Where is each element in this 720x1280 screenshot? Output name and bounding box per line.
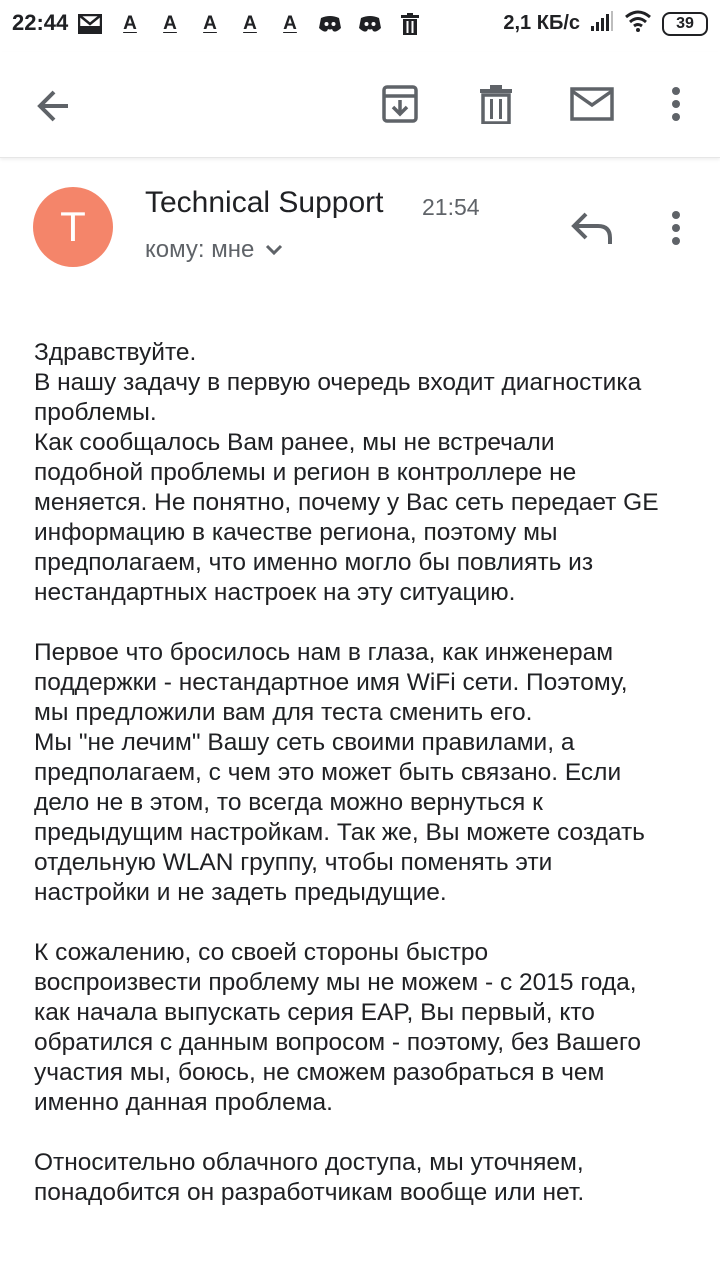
chevron-down-icon [264,243,284,257]
wifi-icon [624,10,652,37]
recipient-label: кому: мне [145,236,255,263]
body-line: участия мы, боюсь, не сможем разобраться в чем [34,1059,605,1086]
a-icon: A [203,13,217,34]
recipient-details[interactable] [145,236,284,264]
sender-avatar[interactable]: T [33,187,113,267]
a-icon: A [163,13,177,34]
email-more-button[interactable] [652,204,700,252]
arrow-left-icon [30,82,78,130]
body-line: отдельную WLAN группу, чтобы поменять эти [34,849,553,876]
reply-icon [568,206,616,250]
signal-icon [590,10,614,37]
gmail-icon [78,12,102,36]
discord-icon [318,12,342,36]
paragraph [34,1148,704,1208]
body-line: обратился с данным вопросом - поэтому, без Вашего [34,1029,641,1056]
trash-icon [478,84,514,124]
body-line: нестандартных настроек на эту ситуацию. [34,579,516,606]
more-vert-icon [670,86,682,122]
body-line: Здравствуйте. [34,339,197,366]
battery-indicator: 39 [662,12,708,36]
more-vert-icon [670,210,682,246]
toolbar [0,52,720,158]
a-icon: A [283,13,297,34]
a-icon: A [243,13,257,34]
trash-icon [398,12,422,36]
body-line: Как сообщалось Вам ранее, мы не встречали [34,429,555,456]
network-speed: 2,1 КБ/с [503,12,580,34]
body-line: именно данная проблема. [34,1089,333,1116]
delete-button[interactable] [472,80,520,128]
body-line: дело не в этом, то всегда можно вернуться к [34,789,543,816]
mail-icon [570,87,614,121]
paragraph [34,938,704,1118]
status-right [503,10,708,37]
body-line: Относительно облачного доступа, мы уточняем, [34,1149,584,1176]
body-line: воспроизвести проблему мы не можем - с 2015 года, [34,969,637,996]
body-line: В нашу задачу в первую очередь входит диагностика [34,369,642,396]
body-line: Первое что бросилось нам в глаза, как инженерам [34,639,614,666]
back-button[interactable] [30,82,78,130]
body-line: меняется. Не понятно, почему у Вас сеть передает GE [34,489,659,516]
body-line: предыдущим настройкам. Так же, Вы можете создать [34,819,645,846]
reply-button[interactable] [568,206,616,250]
sender-name: Technical Support [145,186,384,219]
body-line: предполагаем, что именно могло бы повлиять из [34,549,594,576]
body-line: предполагаем, с чем это может быть связано. Если [34,759,622,786]
body-line: настройки и не задеть предыдущие. [34,879,447,906]
mark-unread-button[interactable] [568,80,616,128]
discord-icon [358,12,382,36]
paragraph [34,638,704,908]
body-line: поддержки - нестандартное имя WiFi сети. Поэтому, [34,669,628,696]
email-body [34,338,704,1238]
body-line: К сожалению, со своей стороны быстро [34,939,489,966]
more-options-button[interactable] [652,80,700,128]
notification-icons [78,12,422,36]
archive-button[interactable] [376,80,424,128]
archive-icon [380,84,420,124]
email-time: 21:54 [422,194,480,220]
status-time: 22:44 [12,10,69,35]
body-line: понадобится он разработчикам вообще или нет. [34,1179,585,1206]
body-line: Мы "не лечим" Вашу сеть своими правилами, а [34,729,575,756]
body-line: мы предложили вам для теста сменить его. [34,699,533,726]
paragraph [34,338,704,608]
status-bar [0,0,720,50]
body-line: информацию в качестве региона, поэтому мы [34,519,558,546]
a-icon: A [123,13,137,34]
body-line: подобной проблемы и регион в контроллере не [34,459,577,486]
body-line: проблемы. [34,399,157,426]
body-line: как начала выпускать серия EAP, Вы первый, кто [34,999,595,1026]
